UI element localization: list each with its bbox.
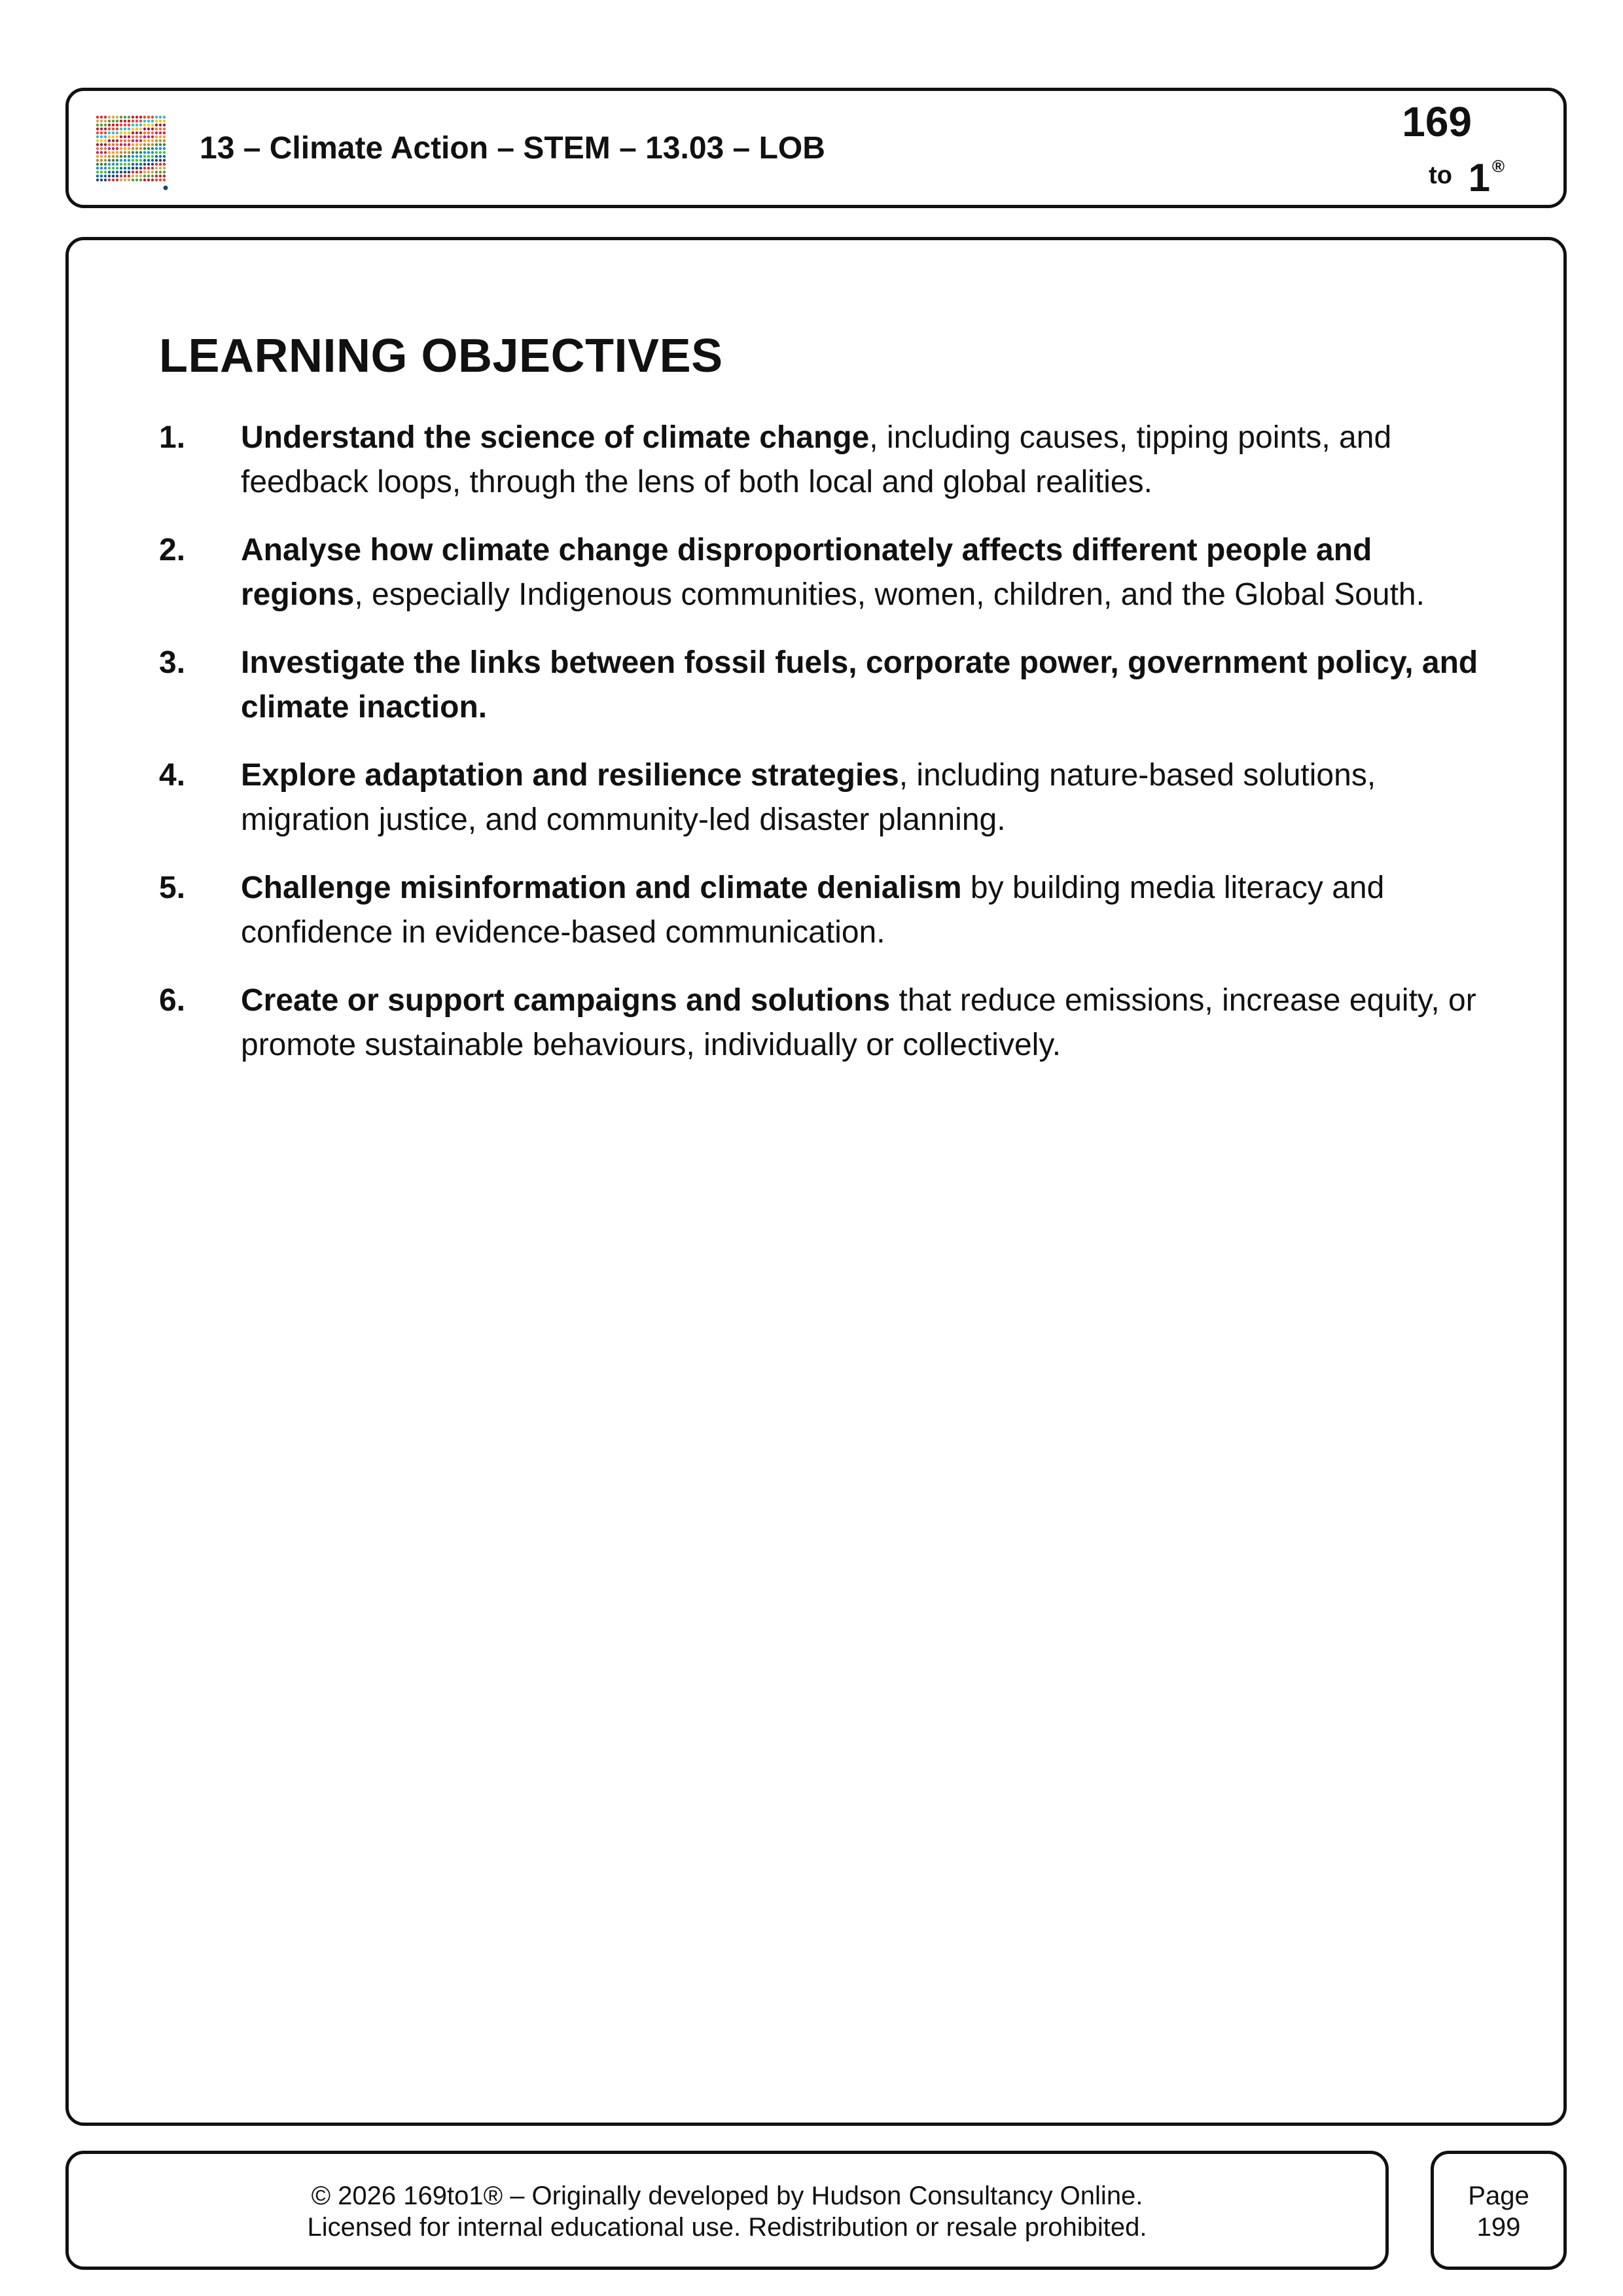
objective-text: [241, 753, 1501, 842]
objective-number: 1.: [159, 420, 186, 455]
brand-one: 1: [1468, 156, 1490, 200]
brand-to: to: [1429, 162, 1452, 189]
objective-bold-text: Explore adaptation and resilience strategies: [241, 758, 899, 793]
objective-rest-text: by building media literacy and confidence in evidence-based communication.: [241, 870, 1385, 950]
objective-text: [241, 641, 1501, 730]
objective-bold-text: Challenge misinformation and climate denialism: [241, 870, 962, 905]
page-number: 199: [1476, 2213, 1521, 2242]
objective-item: [159, 416, 1501, 505]
header-bar: [65, 88, 1567, 208]
objective-item: [159, 753, 1501, 842]
objective-number: 3.: [159, 645, 186, 680]
objective-item: [159, 641, 1501, 730]
footer-copyright-box: [65, 2151, 1389, 2270]
objective-bold-text: Investigate the links between fossil fuels, corporate power, government policy, and climate inaction.: [241, 645, 1478, 725]
objective-text: [241, 978, 1501, 1067]
dot-grid-logo-icon: [95, 115, 168, 190]
objective-number: 5.: [159, 870, 186, 905]
objective-item: [159, 866, 1501, 955]
brand-registered-mark: ®: [1491, 156, 1505, 176]
footer-copyright-line: © 2026 169to1® – Originally developed by Hudson Consultancy Online.: [311, 2181, 1143, 2210]
page-indicator: [1434, 2180, 1563, 2243]
header-title: 13 – Climate Action – STEM – 13.03 – LOB: [200, 131, 825, 166]
objective-bold-text: Create or support campaigns and solutions: [241, 983, 891, 1018]
page-label: Page: [1468, 2181, 1529, 2210]
objective-rest-text: that reduce emissions, increase equity, or promote sustainable behaviours, individually or collectively.: [241, 983, 1476, 1062]
objective-number: 2.: [159, 533, 186, 567]
objective-item: [159, 528, 1501, 617]
objective-text: [241, 416, 1501, 505]
main-panel: [65, 237, 1567, 2126]
objective-item: [159, 978, 1501, 1067]
footer-text: [69, 2180, 1385, 2243]
objective-rest-text: , including nature-based solutions, migration justice, and community-led disaster planning.: [241, 758, 1376, 837]
brand-number: 169: [1402, 98, 1472, 145]
footer-license-line: Licensed for internal educational use. Redistribution or resale prohibited.: [307, 2213, 1147, 2242]
objective-bold-text: Analyse how climate change disproportionately affects different people and regions: [241, 533, 1372, 612]
objective-bold-text: Understand the science of climate change: [241, 420, 870, 455]
objective-text: [241, 866, 1501, 955]
objective-rest-text: , including causes, tipping points, and feedback loops, through the lens of both local and global realities.: [241, 420, 1392, 499]
brand-logo: [1374, 98, 1505, 202]
objective-number: 4.: [159, 758, 186, 793]
objectives-list: [159, 416, 1501, 1091]
objective-number: 6.: [159, 983, 186, 1018]
page-number-box: [1431, 2151, 1567, 2270]
objective-text: [241, 528, 1501, 617]
objective-rest-text: , especially Indigenous communities, women, children, and the Global South.: [354, 577, 1425, 612]
page-title: LEARNING OBJECTIVES: [159, 330, 723, 382]
